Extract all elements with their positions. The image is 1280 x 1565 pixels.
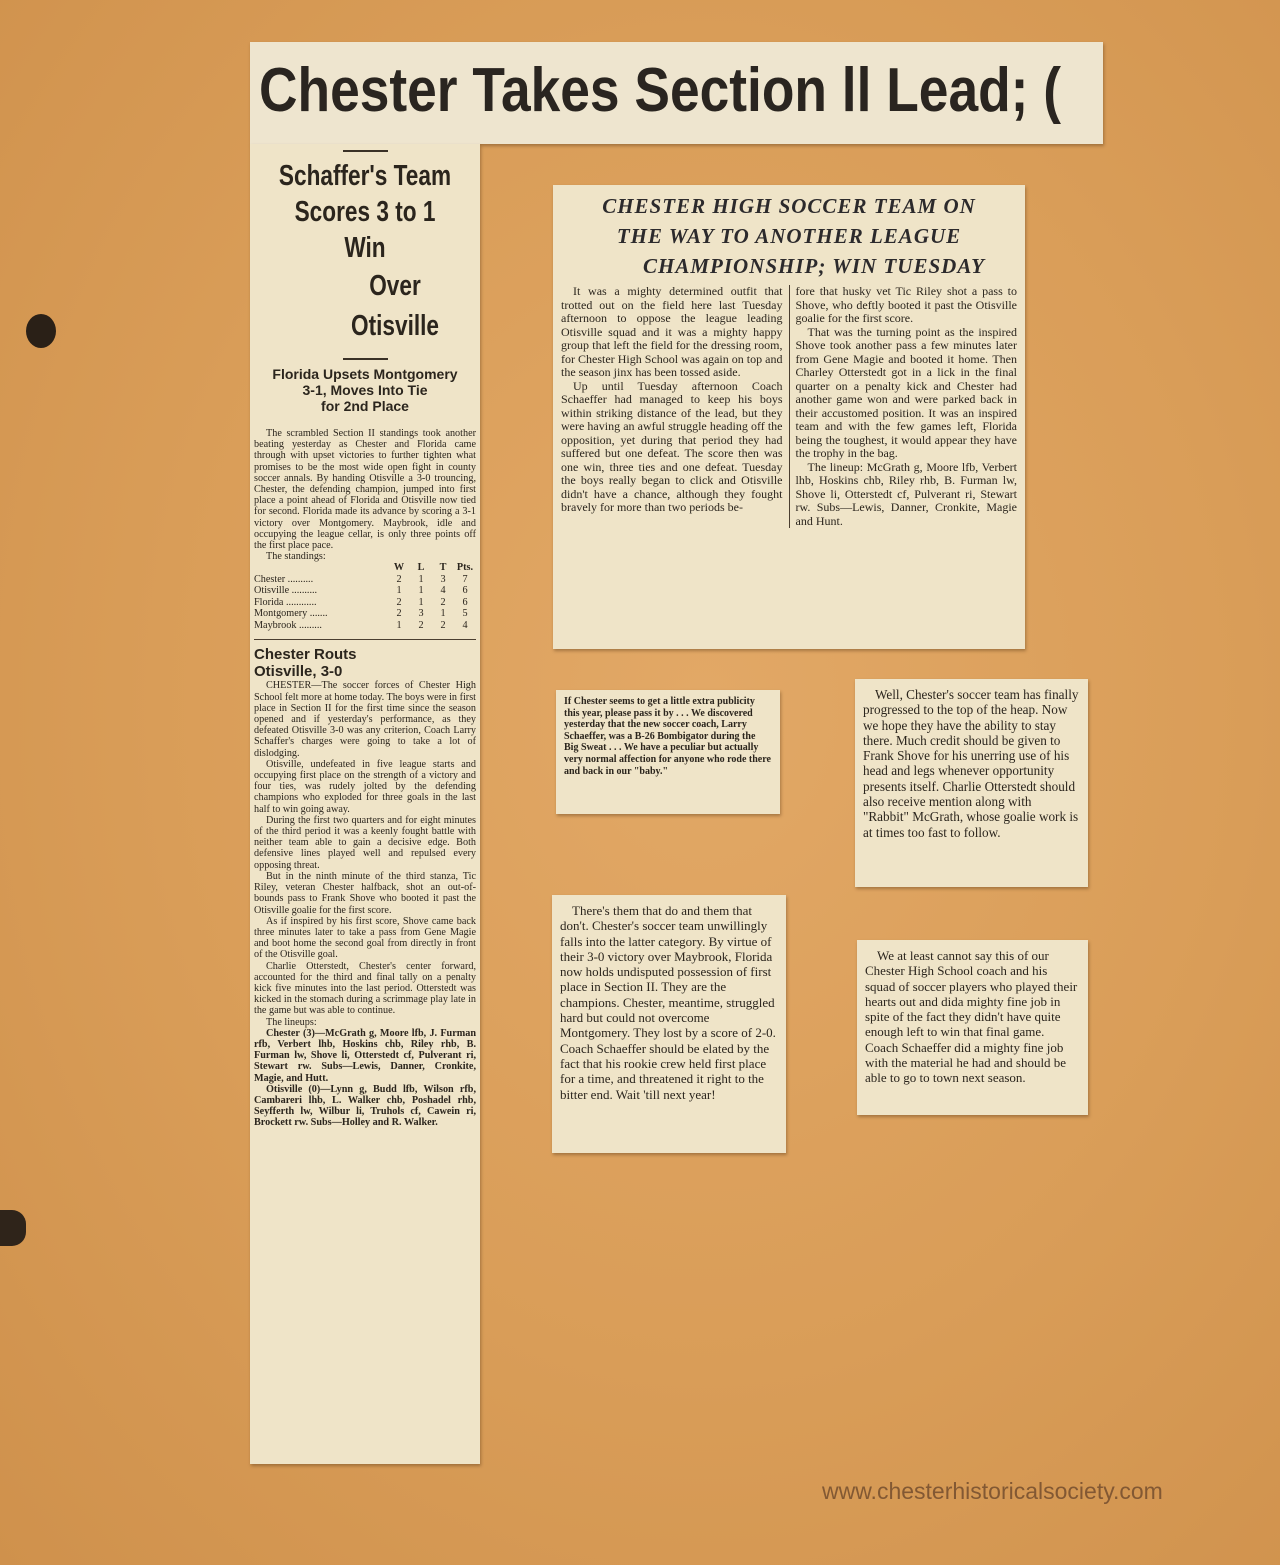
center-headline-line-2: THE WAY TO ANOTHER LEAGUE [616,224,962,248]
center-paragraph: Up until Tuesday afternoon Coach Schaeffer had managed to keep his boys within striking distance of the lead, but they were having an awful struggle heading off the opposition, yet during that period they had suffered but one defeat. The score then was one win, three ties and one defeat. Tuesday the boys really began to click and Otisville didn't have a chance, although they fought bravely for more than two periods be- [561,378,783,514]
left-column-clipping [250,144,480,1464]
standings-t: 1 [440,608,446,620]
we-clipping [857,940,1088,1115]
chester-lineup: Chester (3)—McGrath g, Moore lfb, J. Furman rfb, Verbert lhb, Hoskins chb, Riley rhb, B. Furman lw, Shove li, Otterstedt cf, Pulverant ri, Stewart rw. Subs—Lewis, Danner, Cronkite, Magie, and Hutt. [254,1027,476,1084]
left-subhead-line-1: Florida Upsets Montgomery [272,366,458,382]
table-row [254,608,476,620]
binder-hole-bottom [0,1210,26,1246]
story-paragraph: Charlie Otterstedt, Chester's center forward, accounted for the third and final tally on a penalty kick five minutes into the last period. Otterstedt was kicked in the stomach during a scrimmage play late in the game but was able to continue. [254,960,476,1017]
standings-pts: 7 [462,573,468,585]
standings-w: 1 [396,619,402,631]
theres-text: There's them that do and them that don't. Chester's soccer team unwillingly falls into the latter category. By virtue of their 3-0 victory over Maybrook, Florida now holds undisputed possession of first place in Section II. They are the champions. Chester, meantime, struggled hard but could not overcome Montgomery. They lost by a score of 2-0. Coach Schaeffer should be elated by the fact that his rookie crew held first place for a time, and threatened it right to the bitter end. Wait 'till next year! [560,903,776,1102]
table-row [254,620,476,632]
standings-label: The standings: [266,551,326,563]
standings-team: Maybrook ......... [254,619,322,631]
center-headline [561,191,1017,281]
standings-l: 1 [418,596,424,608]
center-headline-line-3: CHAMPIONSHIP; WIN TUESDAY [642,254,985,278]
center-paragraph: That was the turning point as the inspired Shove took another pass a few minutes later from Gene Magie and booted it home. Then Charley Otterstedt got in a lick in the final quarter on a penalty kick and Chester had another game won and were parked back in their accustomed position. It was an inspired team and with the few games left, Florida being the toughest, it would appear they have the trophy in the bag. [795,324,1017,460]
table-row [254,597,476,609]
standings-t: 3 [440,573,446,585]
theres-clipping [552,895,786,1153]
left-headline-line-3: Over Otisville [350,270,439,342]
left-headline-line-1: Schaffer's Team [278,160,452,192]
standings-header-pts: Pts. [456,562,474,574]
banner-title: Chester Takes Section ll Lead; ( [259,56,1062,125]
standings-l: 1 [418,585,424,597]
divider [343,358,388,360]
standings-l: 2 [418,619,424,631]
standings-header-l: L [417,562,425,574]
left-headline [254,158,476,346]
standings-w: 2 [396,608,402,620]
standings-pts: 6 [462,585,468,597]
standings-table [254,562,476,631]
story-paragraph: CHESTER—The soccer forces of Chester High School felt more at home today. The boys were in first place in Section II for the first time since the season opened and if yesterday's performance, as they defeated Otisville 3-0 was any criterion, Coach Larry Schaffer's charges were going to take a lot of dislodging. [254,680,476,759]
left-subhead [254,366,476,414]
sub-headline-line-2: Otisville, 3-0 [254,663,343,681]
left-subhead-line-3: for 2nd Place [321,398,409,414]
well-clipping [855,679,1088,887]
center-paragraph: It was a mighty determined outfit that trotted out on the field here last Tuesday afternoon to oppose the league leading Otisville squad and it was a mighty happy group that left the field for the dressing room, for Chester High School was again on top and the season jinx has been tossed aside. [561,284,783,379]
standings-pts: 5 [462,608,468,620]
table-row [254,585,476,597]
binder-hole-top [26,314,56,348]
standings-pts: 6 [462,596,468,608]
standings-t: 2 [440,619,446,631]
standings-t: 2 [440,596,446,608]
otisville-lineup: Otisville (0)—Lynn g, Budd lfb, Wilson rfb, Cambareri lhb, L. Walker chb, Poshadel rhb, Seyfferth lw, Wilbur li, Truhols cf, Cawein ri, Brockett rw. Subs—Holley and R. Walker. [254,1083,476,1129]
standings-team: Chester .......... [254,573,314,585]
standings-header-row [254,562,476,574]
standings-team: Florida ............ [254,596,317,608]
story-paragraph: But in the ninth minute of the third stanza, Tic Riley, veteran Chester halfback, shot an out-of-bounds pass to Frank Shove who booted it past the Otisville goalie for the first score. [254,870,476,916]
center-headline-line-1: CHESTER HIGH SOCCER TEAM ON [602,194,976,218]
standings-header-w: W [393,562,405,574]
well-text: Well, Chester's soccer team has finally progressed to the top of the heap. Now we hope they have the ability to stay there. Much credit should be given to Frank Shove for his unerring use of his head and legs whenever opportunity presents itself. Charlie Otterstedt should also receive mention along with "Rabbit" McGrath, whose goalie work is at times too fast to follow. [863,687,1079,840]
publicity-clipping [556,690,780,814]
standings-header-t: T [439,562,447,574]
standings-team: Otisville .......... [254,585,318,597]
left-intro: The scrambled Section II standings took another beating yesterday as Chester and Florida came through with upset victories to further tighten what promises to be the most wide open fight in county soccer annals. By handing Otisville a 3-0 trouncing, Chester, the defending champion, jumped into first place a point ahead of Florida and Otisville now tied for second. Florida made its advance by scoring a 3-1 victory over Montgomery. Maybrook, idle and occupying the league cellar, is only three points off the first place pace. [254,428,476,552]
center-paragraph: fore that husky vet Tic Riley shot a pass to Shove, who deftly booted it past the Otisville goalie for the first score. [795,284,1017,325]
story-paragraph: Otisville, undefeated in five league starts and occupying first place on the strength of a victory and four ties, was rudely jolted by the defending champions who exploded for three goals in the last half to win going away. [254,758,476,815]
watermark: www.chesterhistoricalsociety.com [822,1478,1163,1504]
standings-l: 1 [418,573,424,585]
table-row [254,574,476,586]
standings-t: 4 [440,585,446,597]
standings-pts: 4 [462,619,468,631]
publicity-text: If Chester seems to get a little extra publicity this year, please pass it by . . . We discovered yesterday that the new soccer coach, Larry Schaeffer, was a B-26 Bombigator during the Big Sweat . . . We have a peculiar but actually very normal affection for anyone who rode there and back in our "baby." [564,696,771,777]
story-paragraph: During the first two quarters and for eight minutes of the third period it was a keenly fought battle with neither team able to gain a decisive edge. Both defensive lines played well and repulsed every opposing threat. [254,814,476,871]
left-headline-line-2: Scores 3 to 1 Win [294,196,436,264]
sub-headline-line-1: Chester Routs [254,646,357,664]
divider [343,150,388,152]
we-text: We at least cannot say this of our Chester High School coach and his squad of soccer players who played their hearts out and dida mighty fine job in spite of the fact they didn't have quite enough left to win that final game. Coach Schaeffer did a mighty fine job with the material he had and should be able to go to town next season. [865,948,1078,1086]
standings-w: 1 [396,585,402,597]
center-paragraph: The lineup: McGrath g, Moore lfb, Verbert lhb, Hoskins chb, Riley rhb, B. Furman lw, Shove li, Otterstedt cf, Pulverant ri, Stewart rw. Subs—Lewis, Danner, Cronkite, Magie and Hunt. [795,459,1017,528]
center-article-clipping [553,185,1025,649]
standings-w: 2 [396,596,402,608]
banner-clipping [250,42,1103,144]
standings-l: 3 [418,608,424,620]
story-paragraph: As if inspired by his first score, Shove came back three minutes later to take a pass from Gene Magie and boot home the second goal from directly in front of the Otisville goal. [254,915,476,961]
sub-headline [254,646,476,680]
left-subhead-line-2: 3-1, Moves Into Tie [302,382,428,398]
standings-team: Montgomery ....... [254,608,328,620]
lineups-label: The lineups: [266,1016,317,1028]
standings-w: 2 [396,573,402,585]
